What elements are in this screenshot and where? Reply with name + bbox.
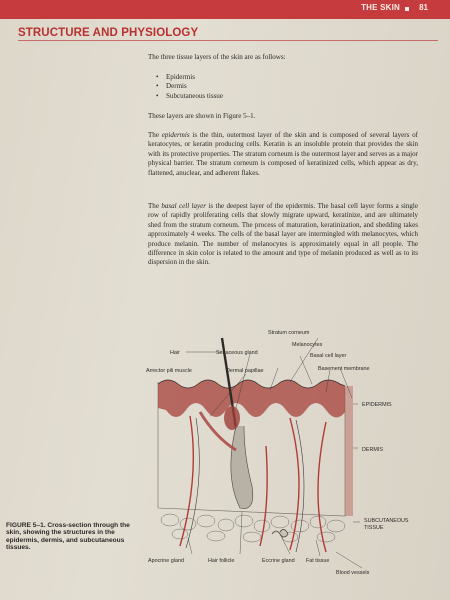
- label-blood-vessels: Blood vessels: [336, 570, 370, 576]
- fat-tissue-cells: [161, 514, 345, 542]
- figure-reference-paragraph: These layers are shown in Figure 5–1.: [148, 112, 256, 120]
- page-number: 81: [419, 3, 428, 12]
- label-dermis: DERMIS: [362, 447, 383, 453]
- label-sebaceous-gland: Sebaceous gland: [216, 350, 258, 356]
- list-item: • Dermis: [152, 82, 422, 91]
- label-subcutaneous: SUBCUTANEOUS: [364, 518, 409, 524]
- basal-layer-text: [148, 202, 418, 268]
- figure-reference-text: [148, 112, 418, 121]
- figure-number: FIGURE 5–1.: [6, 522, 46, 529]
- label-dermal-papillae: Dermal papillae: [226, 368, 264, 374]
- intro-paragraph: The three tissue layers of the skin are as follows:: [148, 53, 286, 61]
- epidermis-paragraph: [148, 131, 418, 178]
- running-title: THE SKIN: [361, 3, 400, 12]
- paragraph-lead: The: [148, 202, 162, 210]
- label-basement-membrane: Basement membrane: [318, 366, 370, 372]
- caption-text: Cross-section through the skin, showing the structures in the epidermis, dermis, and subcutaneous tissues.: [6, 522, 130, 551]
- section-title: STRUCTURE AND PHYSIOLOGY: [18, 27, 199, 39]
- label-apocrine-gland: Apocrine gland: [148, 558, 184, 564]
- label-arrector-pili: Arrector pili muscle: [146, 368, 192, 374]
- term-epidermis: epidermis: [161, 131, 190, 139]
- header-square-icon: [405, 7, 409, 11]
- label-epidermis: EPIDERMIS: [362, 402, 392, 408]
- label-melanocytes: Melanocytes: [292, 342, 323, 348]
- label-stratum-corneum: Stratum corneum: [268, 330, 310, 336]
- label-basal-cell-layer: Basal cell layer: [310, 353, 347, 359]
- running-header: [0, 0, 450, 19]
- label-hair: Hair: [170, 350, 180, 356]
- paragraph-body: is the deepest layer of the epidermis. The basal cell layer forms a single row of rapidly proliferating cells that slowly migrate upward, keratinize, and are ultimately shed from the stratum corneum. The process of maturation, keratinization, and shedding takes approximately 4 weeks. The cells of the basal layer are intermingled with melanocytes, which produce melanin. The number of melanocytes is approximately equal in all people. The difference in skin color is related to the amount and type of melanin produced as well as to its dispersion in the skin.: [148, 202, 418, 267]
- list-item: • Subcutaneous tissue: [152, 92, 422, 101]
- paragraph-lead: The: [148, 131, 162, 139]
- label-hair-follicle: Hair follicle: [208, 558, 235, 564]
- layer-list: [152, 73, 422, 101]
- intro-text: [148, 53, 418, 62]
- skin-cross-section-figure: [140, 326, 445, 586]
- list-item: • Epidermis: [152, 73, 422, 82]
- figure-caption: [6, 522, 131, 551]
- paragraph-body: is the thin, outermost layer of the skin and is composed of several layers of keratocytes, or keratin producing cells. Keratin is an insoluble protein that provides the skin with its protective properties. The stratum corneum is the outermost layer and serves as a major physical barrier. The stratum corneum is composed of keratinized cells, which appear as dry, flattened, anuclear, and adherent flakes.: [148, 131, 419, 177]
- epidermis-text: [148, 131, 418, 178]
- basal-layer-paragraph: [148, 202, 418, 268]
- section-rule: [18, 40, 438, 41]
- epidermis-band: [158, 380, 345, 418]
- term-basal-cell-layer: basal cell layer: [161, 202, 207, 210]
- label-fat-tissue: Fat tissue: [306, 558, 330, 564]
- label-eccrine-gland: Eccrine gland: [262, 558, 295, 564]
- label-tissue: TISSUE: [364, 525, 384, 531]
